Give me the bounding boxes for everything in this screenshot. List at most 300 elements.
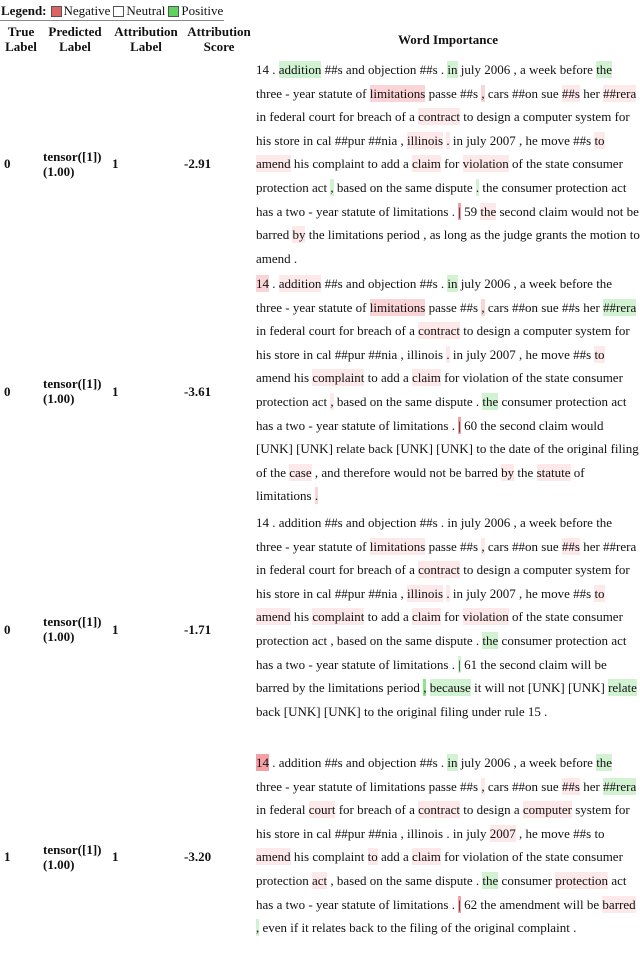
word-token: and	[345, 515, 365, 530]
word-token: would	[393, 464, 427, 480]
word-token: ##s	[324, 276, 343, 291]
word-token: dispute	[435, 393, 473, 409]
word-token: the	[480, 656, 497, 672]
word-token: passe	[428, 538, 457, 554]
word-token: cars	[487, 778, 509, 794]
word-token: ,	[513, 276, 517, 291]
word-token: computer	[522, 109, 572, 125]
word-token: before	[559, 515, 593, 530]
word-token: system	[575, 802, 612, 818]
legend-title: Legend:	[1, 3, 47, 18]
word-token: his	[256, 132, 272, 148]
word-token: ##s	[573, 132, 592, 148]
word-token: in	[302, 585, 314, 601]
word-token: .	[451, 203, 455, 219]
word-token: limitations	[369, 299, 426, 315]
word-token: limitations	[369, 85, 426, 101]
word-token: ##nia	[368, 132, 398, 148]
word-token: if	[290, 920, 299, 936]
word-token: ##s	[561, 538, 580, 554]
word-token: his	[256, 585, 272, 601]
word-token: consumer	[501, 632, 553, 648]
header-predicted-label: Predicted Label	[48, 24, 102, 54]
row-2-word-importance	[256, 272, 640, 508]
word-token: court	[308, 802, 336, 818]
word-token: in	[302, 132, 314, 148]
word-token: rule	[504, 703, 525, 719]
word-token: of	[355, 85, 367, 101]
word-token: 15	[527, 703, 541, 719]
word-token: [UNK]	[436, 441, 473, 457]
word-token: two	[285, 896, 306, 912]
word-token: original	[566, 441, 608, 457]
word-token: based	[336, 632, 367, 648]
word-token: addition	[278, 62, 322, 77]
word-token: july	[460, 276, 482, 291]
word-token: limitations	[369, 538, 426, 554]
word-token: design	[476, 323, 511, 339]
word-token: statute	[341, 203, 376, 219]
word-token: ,	[481, 538, 485, 554]
word-token: breach	[357, 562, 392, 578]
legend-divider	[0, 20, 224, 21]
word-token: of	[395, 562, 406, 578]
word-token: has	[256, 417, 274, 433]
row-1-word-importance	[256, 58, 640, 270]
word-token: has	[256, 203, 274, 219]
word-token: the	[484, 227, 501, 243]
word-token: for	[444, 370, 460, 386]
word-token: in	[452, 132, 463, 148]
word-token: motion	[589, 227, 627, 243]
word-token: .	[272, 276, 276, 291]
word-token: a	[409, 802, 415, 818]
word-token: .	[573, 920, 577, 936]
word-token: -	[285, 299, 290, 315]
word-token: therefore	[343, 464, 391, 480]
row-2-predicted-label: tensor([1]) (1.00)	[43, 376, 102, 406]
word-token: -	[285, 778, 290, 794]
word-token: the	[526, 156, 543, 172]
positive-swatch-icon	[168, 6, 179, 17]
word-token: has	[256, 896, 274, 912]
word-token: a	[513, 323, 520, 339]
word-token: consumer	[501, 179, 553, 195]
word-token: period	[386, 680, 420, 696]
word-token: based	[336, 872, 367, 888]
row-4-predicted-label: tensor([1]) (1.00)	[43, 842, 102, 872]
word-token: ,	[423, 227, 427, 243]
word-token: her	[583, 85, 600, 101]
word-token: consumer	[501, 393, 553, 409]
word-token: ,	[518, 825, 523, 841]
word-token: state	[545, 156, 570, 172]
word-token: .	[440, 62, 445, 77]
word-token: of	[355, 299, 367, 315]
word-token: ,	[518, 585, 523, 601]
word-token: objection	[367, 276, 417, 291]
word-token: he	[525, 132, 538, 148]
word-token: for	[338, 109, 354, 125]
word-token: .	[314, 488, 319, 504]
word-token: statute	[341, 656, 376, 672]
word-token: 14	[256, 62, 269, 77]
word-token: to	[367, 849, 378, 865]
word-token: a	[402, 849, 409, 865]
word-token: act	[311, 872, 328, 888]
word-token: computer	[522, 802, 572, 818]
row-2-attribution-score: -3.61	[184, 384, 212, 399]
header-true-label: True Label	[5, 24, 37, 54]
word-token: cal	[316, 346, 332, 362]
word-token: a	[513, 562, 520, 578]
word-token: .	[475, 393, 480, 409]
word-token: design	[476, 562, 511, 578]
word-token: design	[476, 802, 511, 818]
word-token: the	[596, 755, 613, 770]
word-token: breach	[357, 802, 392, 818]
word-token: ##pur	[334, 585, 366, 601]
word-token: protection	[555, 872, 609, 888]
word-token: ##s	[324, 755, 343, 770]
word-token: store	[274, 825, 300, 841]
word-token: july	[466, 825, 487, 841]
word-token: ,	[330, 179, 334, 195]
word-token: in	[302, 346, 314, 362]
word-token: the	[526, 370, 543, 386]
word-token: [UNK]	[527, 680, 565, 696]
word-token: the	[377, 703, 394, 719]
word-token: act	[311, 393, 328, 409]
word-token: ##rera	[603, 85, 637, 101]
word-token: ##s	[460, 778, 479, 794]
word-token: relate	[336, 441, 366, 457]
word-token: relate	[608, 680, 637, 696]
word-token: to	[367, 370, 378, 386]
word-token: judge	[503, 227, 533, 243]
word-token: cal	[316, 825, 332, 841]
header-word-importance: Word Importance	[397, 32, 499, 47]
word-token: not	[429, 464, 446, 480]
word-token: the	[385, 393, 402, 409]
word-token: ##rera	[603, 299, 637, 315]
word-token: to	[367, 609, 378, 625]
word-token: ,	[330, 393, 334, 409]
word-token: protection	[256, 872, 309, 888]
row-2-attribution-label: 1	[112, 384, 119, 399]
word-token: of	[355, 778, 367, 794]
word-token: has	[256, 656, 274, 672]
word-token: not	[508, 680, 525, 696]
word-token: passe	[428, 299, 457, 315]
word-token: |	[458, 896, 461, 912]
word-token: be	[626, 203, 639, 219]
word-token: act	[311, 632, 328, 648]
word-token: to	[594, 585, 605, 601]
word-token: because	[429, 680, 471, 696]
word-token: amend	[256, 609, 291, 625]
legend-item-neutral	[113, 3, 165, 19]
word-token: ,	[481, 778, 485, 794]
word-token: he	[525, 585, 538, 601]
word-token: dispute	[435, 179, 473, 195]
word-token: violation	[462, 370, 509, 386]
word-token: sue	[541, 538, 559, 554]
word-token: .	[440, 515, 445, 530]
word-token: illinois	[406, 346, 444, 362]
word-token: cars	[487, 299, 509, 315]
word-token: for	[614, 109, 630, 125]
word-token: period	[386, 227, 420, 243]
word-token: ,	[400, 346, 404, 362]
word-token: will	[484, 680, 505, 696]
word-token: date	[508, 441, 531, 457]
word-token: .	[475, 179, 480, 195]
word-token: of	[378, 203, 390, 219]
word-token: a	[276, 656, 283, 672]
legend-label-negative: Negative	[63, 3, 111, 18]
word-token: the	[480, 896, 497, 912]
word-token: the	[270, 464, 286, 480]
word-token: a	[402, 609, 409, 625]
row-1-predicted-label: tensor([1]) (1.00)	[43, 149, 102, 179]
word-token: act	[611, 179, 627, 195]
word-token: will	[563, 896, 584, 912]
word-token: second	[499, 203, 536, 219]
word-token: of	[512, 370, 523, 386]
word-token: filing	[610, 441, 639, 457]
word-token: protection	[555, 179, 609, 195]
word-token: ##s	[460, 538, 479, 554]
word-token: the	[596, 62, 613, 77]
word-token: case	[289, 464, 312, 480]
word-token: sue	[541, 85, 559, 101]
word-token: the	[385, 632, 402, 648]
word-token: ,	[481, 299, 485, 315]
word-token: limitations	[392, 656, 449, 672]
word-token: act	[611, 393, 627, 409]
word-token: .	[475, 872, 480, 888]
word-token: the	[596, 276, 613, 291]
word-token: .	[451, 656, 455, 672]
word-token: a	[409, 109, 415, 125]
word-token: 2007	[489, 825, 516, 841]
word-token: three	[256, 778, 282, 794]
word-token: claim	[538, 417, 568, 433]
word-token: contract	[418, 562, 460, 578]
word-token: limitations	[327, 227, 384, 243]
word-token: of	[395, 323, 406, 339]
word-token: to	[463, 562, 474, 578]
word-token: on	[369, 393, 383, 409]
word-token: the	[480, 417, 497, 433]
word-token: in	[256, 802, 267, 818]
word-token: year	[292, 85, 316, 101]
word-token: ##on	[512, 538, 539, 554]
word-token: week	[529, 515, 557, 530]
word-token: for	[338, 562, 354, 578]
word-token: ,	[314, 464, 319, 480]
word-token: july	[460, 755, 482, 770]
word-token: original	[396, 703, 437, 719]
word-token: ##s	[573, 346, 592, 362]
word-token: 62	[464, 896, 478, 912]
word-token: complaint	[312, 370, 365, 386]
word-token: three	[256, 299, 282, 315]
word-token: limitations	[256, 488, 312, 504]
word-token: 14	[256, 755, 269, 770]
legend-label-positive: Positive	[181, 3, 224, 18]
word-token: his	[256, 346, 272, 362]
word-token: 2006	[484, 515, 511, 530]
word-token: 14	[256, 276, 269, 291]
word-token: for	[444, 609, 460, 625]
word-token: week	[529, 276, 557, 291]
word-token: system	[575, 109, 612, 125]
word-token: based	[336, 179, 367, 195]
word-token: protection	[256, 632, 309, 648]
word-token: to	[463, 109, 474, 125]
word-token: objection	[367, 515, 417, 530]
word-token: to	[629, 227, 640, 243]
word-token: cal	[316, 132, 332, 148]
word-token: a	[402, 156, 409, 172]
row-4-word-importance	[256, 751, 640, 940]
word-token: july	[466, 585, 487, 601]
word-token: ##on	[512, 299, 539, 315]
word-token: store	[274, 346, 300, 362]
word-token: act	[611, 632, 627, 648]
word-token: for	[444, 156, 460, 172]
word-token: based	[336, 393, 367, 409]
word-token: limitations	[392, 203, 449, 219]
word-token: of	[256, 464, 267, 480]
word-token: limitations	[392, 896, 449, 912]
word-token: ##s	[561, 299, 580, 315]
word-token: .	[440, 755, 445, 770]
word-token: it	[474, 680, 482, 696]
word-token: filing	[409, 920, 438, 936]
word-token: of	[378, 417, 390, 433]
word-token: for	[614, 562, 630, 578]
word-token: a	[520, 755, 526, 770]
word-token: the	[454, 920, 471, 936]
word-token: the	[482, 632, 499, 648]
row-3-attribution-label: 1	[112, 622, 119, 637]
word-token: year	[315, 203, 339, 219]
word-token: system	[575, 323, 612, 339]
word-token: system	[575, 562, 612, 578]
word-token: 2007	[489, 132, 516, 148]
word-token: second	[499, 417, 536, 433]
word-token: move	[540, 585, 570, 601]
word-token: ##s	[460, 85, 479, 101]
word-token: complaint	[312, 609, 365, 625]
word-token: he	[525, 346, 538, 362]
word-token: act	[611, 872, 627, 888]
word-token: ,	[513, 755, 517, 770]
word-token: sue	[541, 299, 559, 315]
word-token: three	[256, 538, 282, 554]
word-token: [UNK]	[568, 680, 605, 696]
word-token: statute	[341, 417, 376, 433]
word-token: a	[520, 515, 526, 530]
word-token: ##s	[561, 85, 580, 101]
word-token: |	[458, 656, 461, 672]
legend-item-positive	[168, 3, 223, 19]
word-token: -	[308, 896, 313, 912]
word-token: the	[480, 203, 497, 219]
row-3-word-importance	[256, 511, 640, 723]
word-token: the	[308, 227, 325, 243]
word-token: ##s	[419, 755, 438, 770]
word-token: july	[466, 132, 487, 148]
word-token: before	[559, 62, 593, 77]
word-token: barred	[256, 680, 290, 696]
word-token: a	[409, 323, 415, 339]
word-token: store	[274, 585, 300, 601]
word-token: statute	[536, 464, 571, 480]
word-token: contract	[418, 323, 460, 339]
word-token: passe	[428, 85, 457, 101]
word-token: year	[292, 778, 316, 794]
word-token: a	[276, 896, 283, 912]
word-token: as	[470, 227, 481, 243]
word-token: ,	[400, 585, 404, 601]
word-token: second	[499, 656, 536, 672]
word-token: his	[293, 609, 310, 625]
word-token: ##on	[512, 778, 539, 794]
word-token: a	[513, 802, 520, 818]
word-token: ##rera	[603, 538, 637, 554]
word-token: claim	[412, 156, 441, 172]
word-token: and	[345, 276, 365, 291]
word-token: and	[345, 755, 365, 770]
word-token: would	[571, 203, 604, 219]
row-4-attribution-label: 1	[112, 849, 119, 864]
word-token: ,	[423, 680, 427, 696]
word-token: statute	[318, 778, 353, 794]
word-token: the	[547, 441, 564, 457]
word-token: violation	[462, 156, 509, 172]
word-token: ##nia	[368, 346, 398, 362]
word-token: ,	[400, 132, 404, 148]
word-token: july	[460, 515, 482, 530]
word-token: objection	[367, 62, 417, 77]
word-token: july	[460, 62, 482, 77]
word-token: her	[583, 778, 600, 794]
word-token: illinois	[406, 825, 444, 841]
word-token: .	[293, 250, 298, 266]
word-token: be	[586, 896, 600, 912]
word-token: statute	[318, 299, 353, 315]
word-token: to	[376, 920, 388, 936]
word-token: move	[540, 132, 570, 148]
word-token: computer	[522, 323, 572, 339]
word-token: 14	[256, 515, 269, 530]
word-token: complaint	[312, 156, 365, 172]
word-token: of	[512, 849, 523, 865]
word-token: breach	[357, 323, 392, 339]
word-token: to	[594, 132, 605, 148]
word-token: .	[446, 346, 450, 362]
negative-swatch-icon	[51, 6, 62, 17]
word-token: to	[463, 323, 474, 339]
row-1-attribution-score: -2.91	[184, 156, 212, 171]
word-token: he	[525, 825, 538, 841]
word-token: ,	[330, 632, 334, 648]
word-token: 2006	[484, 276, 511, 291]
